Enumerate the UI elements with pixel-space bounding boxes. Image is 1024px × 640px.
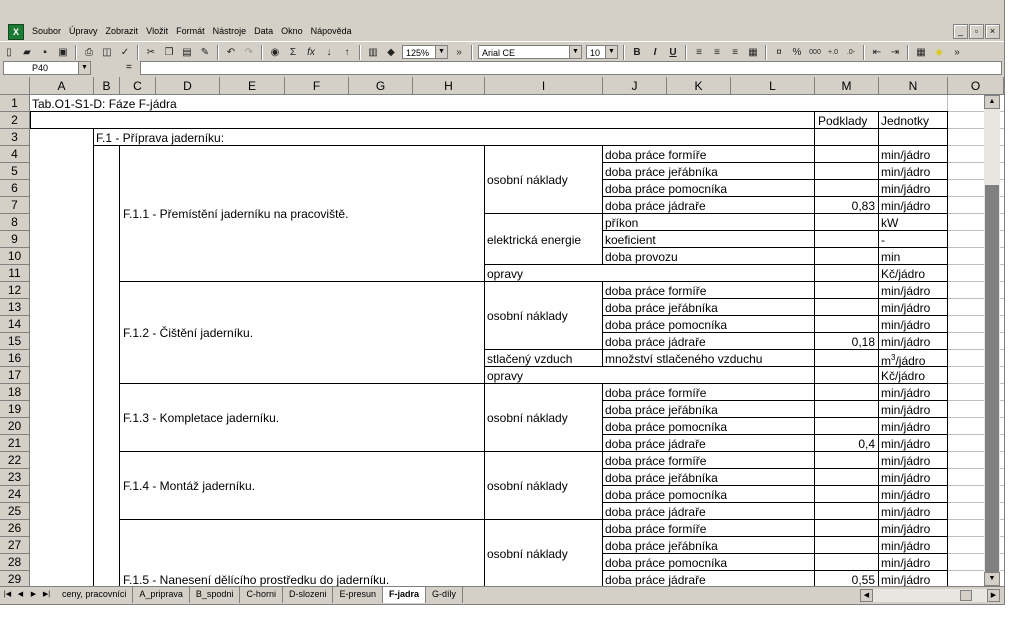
unit-kw: kW [881,215,899,230]
sheet-tab-f-jadra[interactable]: F-jadra [383,587,426,603]
menu-vlozit[interactable]: Vložit [146,26,169,36]
formula-bar [0,61,1004,76]
item-prikon: příkon [605,215,639,230]
column-header-e[interactable]: E [220,77,285,95]
value-row-29: 0,55 [851,572,875,586]
unit-min-jadro: min/jádro [881,436,931,451]
section-f1: F.1 - Příprava jaderníku: [96,130,225,145]
row-header-24[interactable]: 24 [0,486,30,503]
column-header-h[interactable]: H [413,77,485,95]
item-jadrare: doba práce jádraře [605,572,706,586]
percent-button[interactable]: % [792,46,802,58]
unit-min-jadro: min/jádro [881,470,931,485]
open-folder-icon[interactable]: ▰ [23,46,31,58]
item-jerabnika: doba práce jeřábníka [605,164,718,179]
fill-color-icon[interactable]: ◈ [935,46,943,58]
merged-cell-area [30,112,814,128]
redo-icon[interactable]: ↷ [244,46,254,58]
row-header-29[interactable]: 29 [0,571,30,586]
unit-m3-rest: /jádro [895,354,926,368]
table-border [120,519,948,520]
font-select[interactable] [478,45,582,59]
font-size-value: 10 [590,48,601,58]
underline-button[interactable]: U [669,46,677,58]
menu-nastroje[interactable]: Nástroje [212,26,247,36]
table-border [485,213,948,214]
menu-okno[interactable]: Okno [281,26,303,36]
menu-zobrazit[interactable]: Zobrazit [105,26,139,36]
close-icon[interactable]: × [985,24,1000,39]
unit-min-jadro: min/jádro [881,504,931,519]
cost-osobni-naklady: osobní náklady [487,173,568,187]
cost-osobni-naklady: osobní náklady [487,309,568,323]
table-border [119,146,120,586]
chevron-down-icon[interactable]: ▼ [569,46,581,58]
minimize-icon[interactable]: _ [953,24,968,39]
toolbar-separator [685,45,687,60]
unit-min-jadro: min/jádro [881,300,931,315]
align-right-icon[interactable]: ≡ [732,46,738,58]
table-border [120,383,948,384]
menu-upravy[interactable]: Úpravy [69,26,98,36]
cost-stlaceny-vzduch: stlačený vzduch [487,351,573,366]
cost-elektricka-energie: elektrická energie [487,232,582,247]
column-header-d[interactable]: D [156,77,220,95]
item-pomocnika: doba práce pomocníka [605,419,728,434]
unit-min-jadro: min/jádro [881,402,931,417]
row-header-9[interactable]: 9 [0,231,30,248]
unit-min-jadro: min/jádro [881,538,931,553]
formula-input[interactable] [140,61,1002,75]
toolbar-options-icon[interactable]: » [456,46,462,58]
cost-osobni-naklady: osobní náklady [487,547,568,561]
chevron-down-icon[interactable]: ▼ [605,46,617,58]
toolbar-separator [217,45,219,60]
workbook-window-controls [953,24,1000,39]
row-header-18[interactable]: 18 [0,384,30,401]
last-sheet-icon[interactable]: ▶| [42,591,51,598]
copy-icon[interactable]: ❐ [164,46,174,58]
format-painter-icon[interactable]: ✎ [200,46,210,58]
font-value: Arial CE [482,48,516,58]
item-formire: doba práce formíře [605,283,707,298]
row-header-21[interactable]: 21 [0,435,30,452]
item-jadrare: doba práce jádraře [605,436,706,451]
horizontal-scrollbar[interactable] [860,589,1000,602]
column-header-j[interactable]: J [603,77,667,95]
column-header-o[interactable]: O [948,77,1004,95]
toolbar-separator [471,45,473,60]
zoom-select[interactable] [402,45,448,59]
menu-bar [0,22,1004,41]
zoom-value: 125% [406,48,430,58]
sheet-tab-a-priprava[interactable]: A_priprava [133,587,190,603]
chart-wizard-icon[interactable]: ▥ [368,46,378,58]
unit-min-jadro: min/jádro [881,334,931,349]
row-header-2[interactable]: 2 [0,112,30,129]
menu-data[interactable]: Data [254,26,274,36]
column-header-g[interactable]: G [349,77,413,95]
decrease-decimal-icon[interactable]: .0- [846,48,856,56]
table-border [120,281,948,282]
cost-opravy: opravy [487,368,524,383]
paste-icon[interactable]: ▤ [182,46,192,58]
toolbar [0,41,1004,63]
undo-icon[interactable]: ↶ [226,46,236,58]
item-jadrare: doba práce jádraře [605,198,706,213]
new-document-icon[interactable]: ▯ [6,46,12,58]
item-jerabnika: doba práce jeřábníka [605,402,718,417]
decrease-indent-icon[interactable]: ⇤ [872,46,882,58]
spelling-icon[interactable]: ✓ [120,46,130,58]
menu-format[interactable]: Formát [176,26,205,36]
excel-icon[interactable]: X [8,24,24,40]
subsection-f11: F.1.1 - Přemístění jaderníku na pracoviště. [123,207,349,221]
merge-center-icon[interactable]: ▦ [748,46,758,58]
row-header-3[interactable]: 3 [0,129,30,146]
borders-icon[interactable]: ▦ [916,46,926,58]
toolbar-options-icon[interactable]: » [954,46,960,58]
save-icon[interactable]: ▪ [43,46,47,58]
row-header-10[interactable]: 10 [0,248,30,265]
cost-osobni-naklady: osobní náklady [487,479,568,493]
name-box-value: P40 [32,63,49,73]
merged-cell-area [30,129,93,586]
item-pomocnika: doba práce pomocníka [605,487,728,502]
sheet-tab-b-spodni[interactable]: B_spodni [190,587,241,603]
tab-navigation [2,589,52,601]
spreadsheet-grid[interactable] [0,77,1004,586]
print-preview-icon[interactable]: ◫ [102,46,112,58]
unit-min-jadro: min/jádro [881,572,931,586]
unit-min-jadro: min/jádro [881,521,931,536]
merged-cell-area [485,265,814,281]
restore-icon[interactable]: ▫ [969,24,984,39]
cost-osobni-naklady: osobní náklady [487,411,568,425]
formula-equals: = [126,62,132,73]
subsection-f14: F.1.4 - Montáž jaderníku. [123,479,256,493]
unit-m3-sup: 3 [891,353,896,362]
unit-kc-jadro: Kč/jádro [881,368,926,383]
item-formire: doba práce formíře [605,147,707,162]
item-mnozstvi-vzduchu: množství stlačeného vzduchu [605,351,763,366]
item-jadrare: doba práce jádraře [605,334,706,349]
row-header-8[interactable]: 8 [0,214,30,231]
row-header-7[interactable]: 7 [0,197,30,214]
unit-kc-jadro: Kč/jádro [881,266,926,281]
sheet-title: Tab.O1-S1-D: Fáze F-jádra [32,96,177,111]
item-formire: doba práce formíře [605,453,707,468]
value-row-7: 0,83 [851,198,875,213]
menu-soubor[interactable]: Soubor [32,26,62,36]
sheet-tab-g-d-ly[interactable]: G-díly [426,587,463,603]
cut-icon[interactable]: ✂ [146,46,156,58]
hyperlink-icon[interactable]: ◉ [270,46,280,58]
unit-min-jadro: min/jádro [881,283,931,298]
scroll-right-icon[interactable]: ▶ [987,589,1000,602]
row-header-11[interactable]: 11 [0,265,30,282]
toolbar-separator [261,45,263,60]
first-sheet-icon[interactable]: |◀ [3,591,12,598]
item-pomocnika: doba práce pomocníka [605,555,728,570]
item-jerabnika: doba práce jeřábníka [605,538,718,553]
item-koeficient: koeficient [605,232,656,247]
toolbar-separator [75,45,77,60]
row-header-16[interactable]: 16 [0,350,30,367]
row-header-27[interactable]: 27 [0,537,30,554]
column-header-a[interactable]: A [30,77,94,95]
autosum-icon[interactable]: Σ [289,46,297,58]
header-jednotky: Jednotky [881,113,930,128]
toolbar-separator [863,45,865,60]
permission-icon[interactable]: ▣ [58,46,68,58]
select-all-corner[interactable] [0,77,30,95]
table-border [30,112,31,129]
italic-button[interactable]: I [653,46,657,58]
row-header-5[interactable]: 5 [0,163,30,180]
column-header-m[interactable]: M [815,77,879,95]
item-jerabnika: doba práce jeřábníka [605,470,718,485]
toolbar-separator [907,45,909,60]
scroll-down-icon[interactable]: ▼ [984,572,1000,586]
subsection-f13: F.1.3 - Kompletace jaderníku. [123,411,280,425]
thousands-button[interactable]: 000 [809,48,821,56]
column-header-k[interactable]: K [667,77,731,95]
header-podklady: Podklady [818,113,868,128]
unit-m3-jadro [881,350,925,369]
sheet-tab-d-slozeni[interactable]: D-slozeni [283,587,334,603]
sheet-tab-ceny-pracovn-ci[interactable]: ceny, pracovníci [56,587,133,603]
vertical-scroll-thumb[interactable] [985,185,999,572]
item-pomocnika: doba práce pomocníka [605,181,728,196]
currency-icon[interactable]: ¤ [776,46,782,58]
column-header-l[interactable]: L [731,77,815,95]
item-pomocnika: doba práce pomocníka [605,317,728,332]
unit-min-jadro: min/jádro [881,164,931,179]
table-border [93,129,94,586]
print-icon[interactable]: ⎙ [85,46,93,58]
bold-button[interactable]: B [633,46,641,58]
scroll-up-icon[interactable]: ▲ [984,95,1000,109]
row-header-4[interactable]: 4 [0,146,30,163]
table-border [602,282,603,367]
row-header-13[interactable]: 13 [0,299,30,316]
sheet-tab-e-presun[interactable]: E-presun [333,587,383,603]
scroll-left-icon[interactable]: ◀ [860,589,873,602]
sheet-tabs [56,587,463,603]
column-header-f[interactable]: F [285,77,349,95]
unit-min-jadro: min/jádro [881,419,931,434]
sheet-tab-c-horni[interactable]: C-horni [240,587,283,603]
toolbar-separator [359,45,361,60]
align-left-icon[interactable]: ≡ [696,46,702,58]
row-header-25[interactable]: 25 [0,503,30,520]
merged-cell-area [94,146,119,586]
unit-min-jadro: min/jádro [881,555,931,570]
unit-dash: - [881,232,885,247]
align-center-icon[interactable]: ≡ [714,46,720,58]
row-header-1[interactable]: 1 [0,95,30,112]
toolbar-separator [765,45,767,60]
row-header-22[interactable]: 22 [0,452,30,469]
drawing-icon[interactable]: ◆ [387,46,395,58]
column-header-i[interactable]: I [485,77,603,95]
unit-min-jadro: min/jádro [881,147,931,162]
increase-decimal-icon[interactable]: +.0 [828,48,838,56]
toolbar-separator [137,45,139,60]
table-border [485,264,948,265]
column-header-c[interactable]: C [120,77,156,95]
prev-sheet-icon[interactable]: ◀ [17,591,24,598]
menu-napoveda[interactable]: Nápověda [310,26,352,36]
unit-min-jadro: min/jádro [881,385,931,400]
item-jerabnika: doba práce jeřábníka [605,300,718,315]
vertical-scrollbar[interactable] [984,95,1000,586]
item-formire: doba práce formíře [605,521,707,536]
subsection-f15: F.1.5 - Nanesení dělícího prostředku do jaderníku. [123,573,390,586]
function-icon[interactable]: fx [307,46,315,58]
sort-ascending-icon[interactable]: ↓ [326,46,332,58]
value-row-21: 0,4 [858,436,875,451]
value-row-15: 0,18 [851,334,875,349]
row-header-23[interactable]: 23 [0,469,30,486]
merged-cell-area [485,367,814,383]
unit-min: min [881,249,901,264]
unit-min-jadro: min/jádro [881,453,931,468]
unit-min-jadro: min/jádro [881,317,931,332]
row-header-12[interactable]: 12 [0,282,30,299]
row-header-6[interactable]: 6 [0,180,30,197]
horizontal-scroll-thumb[interactable] [960,590,972,601]
row-header-20[interactable]: 20 [0,418,30,435]
row-header-19[interactable]: 19 [0,401,30,418]
row-header-14[interactable]: 14 [0,316,30,333]
item-formire: doba práce formíře [605,385,707,400]
unit-min-jadro: min/jádro [881,181,931,196]
toolbar-separator [623,45,625,60]
row-header-28[interactable]: 28 [0,554,30,571]
row-header-26[interactable]: 26 [0,520,30,537]
item-jadrare: doba práce jádraře [605,504,706,519]
font-size-select[interactable] [586,45,618,59]
unit-min-jadro: min/jádro [881,487,931,502]
increase-indent-icon[interactable]: ⇥ [890,46,900,58]
next-sheet-icon[interactable]: ▶ [30,591,37,598]
name-box[interactable] [3,61,91,75]
chevron-down-icon[interactable]: ▼ [435,46,447,58]
row-header-15[interactable]: 15 [0,333,30,350]
row-header-17[interactable]: 17 [0,367,30,384]
unit-min-jadro: min/jádro [881,198,931,213]
chevron-down-icon[interactable]: ▼ [78,62,90,74]
cost-opravy: opravy [487,266,524,281]
column-header-b[interactable]: B [94,77,120,95]
item-doba-provozu: doba provozu [605,249,678,264]
column-header-n[interactable]: N [879,77,948,95]
unit-m3-base: m [881,354,891,368]
sort-descending-icon[interactable]: ↑ [344,46,350,58]
subsection-f12: F.1.2 - Čištění jaderníku. [123,326,254,340]
sheet-tab-bar [0,586,1004,604]
